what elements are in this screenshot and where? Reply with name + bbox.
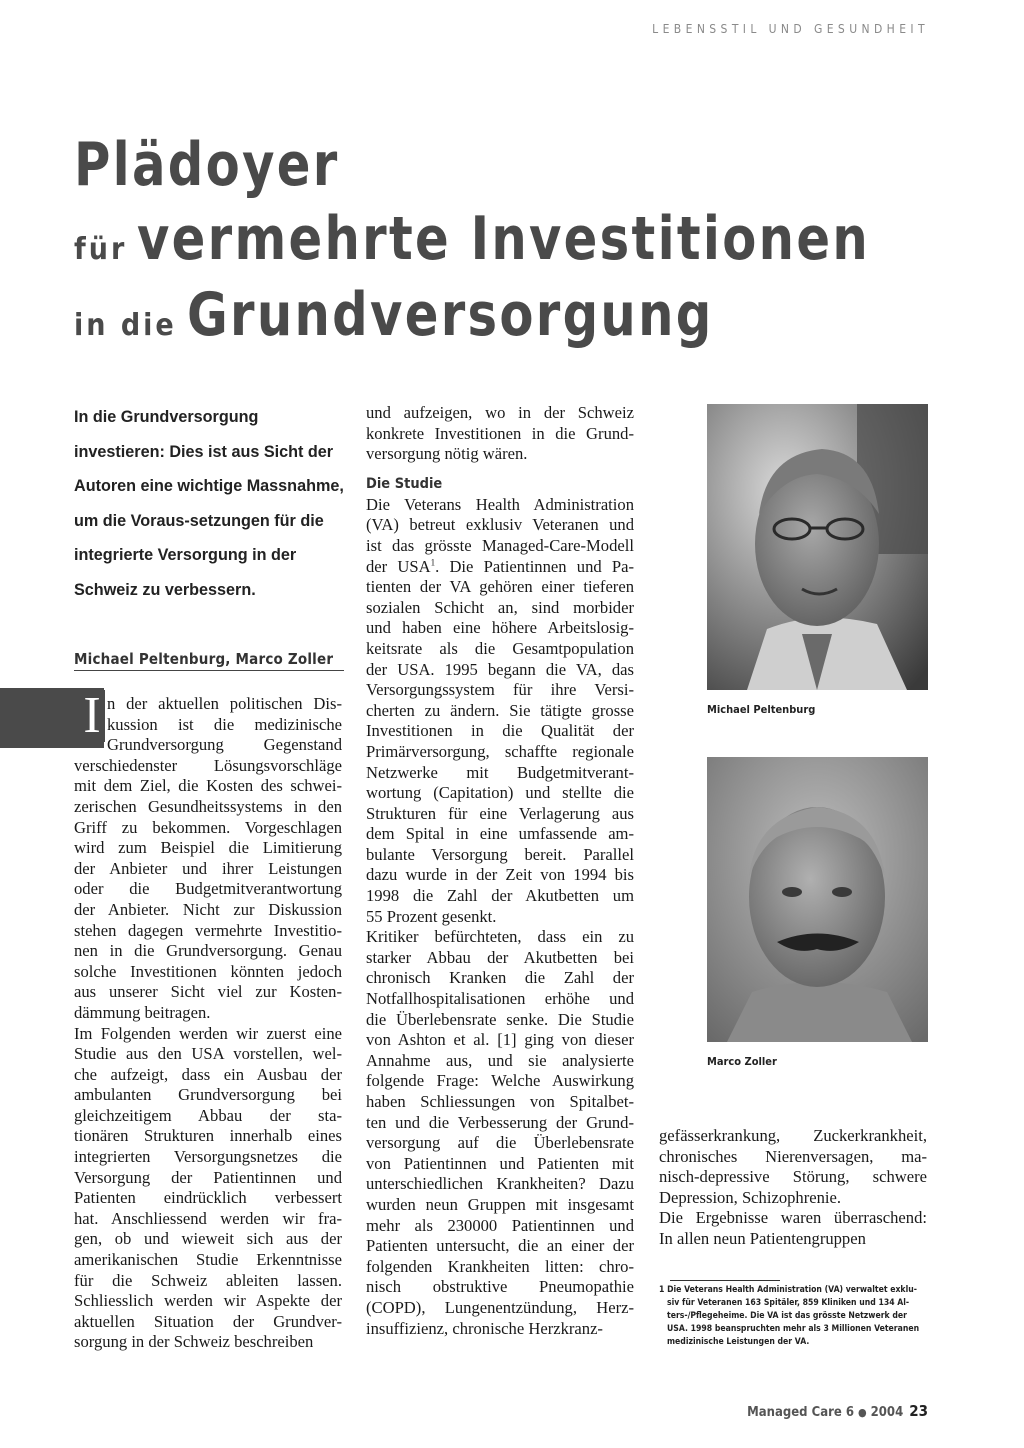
title-line-2: vermehrte Investitionen	[137, 204, 871, 274]
title-line-3-small: in die	[74, 308, 177, 343]
text-line: Patienten eindrücklich verbessert	[74, 1188, 342, 1208]
text-line: che aufzeigt, dass ein Ausbau der	[74, 1064, 342, 1084]
title-line-1: Plädoyer	[74, 130, 340, 200]
text-line: gleichzeitigem Abbau der sta-	[74, 1105, 342, 1125]
text-line: stehen dagegen vermehrte Investitio-	[74, 920, 342, 940]
footnote	[659, 1284, 929, 1349]
text-line: tionären Strukturen innerhalb eines	[74, 1126, 342, 1146]
text-line: (COPD), Lungenentzündung, Herz-	[366, 1297, 634, 1317]
text-line: folgenden Krankheiten litten: chro-	[366, 1256, 634, 1276]
text-line: und aufzeigen, wo in der Schweiz	[366, 403, 634, 422]
section-header: LEBENSSTIL UND GESUNDHEIT	[652, 22, 929, 36]
text-line: Studie aus den USA vorstellen, wel-	[74, 1044, 342, 1064]
footnote-line: ters-/Pflegeheime. Die VA ist das grösste Netzwerk der	[667, 1311, 907, 1321]
dropcap-letter: I	[79, 690, 105, 742]
text-line: integrierten Versorgungsnetzes die	[74, 1147, 342, 1167]
text-line: Notfallhospitalisationen erhöhe und	[366, 989, 634, 1009]
body-column-2	[366, 403, 634, 1339]
text-line: verschiedenster Lösungsvorschläge	[74, 755, 342, 775]
photo-caption-2: Marco Zoller	[707, 1055, 777, 1068]
text-line: dazu wurde in der Zeit von 1994 bis	[366, 865, 634, 885]
text-line: insuffizienz, chronische Herzkranz-	[366, 1318, 603, 1338]
text-line: Depression, Schizophrenie.	[659, 1187, 842, 1207]
footnote-line: siv für Veteranen 163 Spitäler, 859 Kliniken und 134 Al-	[667, 1298, 910, 1308]
photo-michael-peltenburg	[707, 404, 928, 690]
text-line: wortung (Capitation) und stellte die	[366, 783, 634, 803]
footnote-line: USA. 1998 beanspruchten mehr als 3 Millionen Veteranen	[667, 1324, 920, 1334]
footnote-line: medizinische Leistungen der VA.	[667, 1337, 810, 1347]
text-line: und haben eine höhere Arbeitslosig-	[366, 618, 634, 638]
text-line: aktuellen Situation der Grundver-	[74, 1311, 342, 1331]
author-byline: Michael Peltenburg, Marco Zoller	[74, 650, 344, 671]
text-line: wurden neun Gruppen mit insgesamt	[366, 1194, 634, 1214]
text-line: für die Schweiz ableiten lassen.	[74, 1270, 342, 1290]
text-line: nisch obstruktive Pneumopathie	[366, 1277, 634, 1297]
text-line: von Patientinnen und Patienten mit	[366, 1153, 634, 1173]
text-line: der Anbieter. Nicht zur Diskussion	[74, 899, 342, 919]
text-line: 55 Prozent gesenkt.	[366, 906, 497, 926]
text-line: die Überlebensrate senke. Die Studie	[366, 1009, 634, 1029]
text-line: Griff zu bekommen. Vorgeschlagen	[74, 817, 342, 837]
text-line: nisch-depressive Störung, schwere	[659, 1167, 927, 1187]
text-line: nen in die Grundversorgung. Genau	[74, 941, 342, 961]
text-line: kussion ist die medizinische	[107, 714, 342, 734]
text-line: Investitionen in die Qualität der	[366, 721, 634, 741]
text-line: versorgung nötig wären.	[366, 444, 528, 464]
text-line: 1998 die Zahl der Akutbetten um	[366, 886, 634, 906]
text-line: bulante Versorgung bereit. Parallel	[366, 844, 634, 864]
issue-number: 6	[845, 1405, 855, 1420]
article-title	[74, 130, 934, 350]
text-line: Grundversorgung Gegenstand	[107, 735, 342, 755]
subheading-die-studie: Die Studie	[366, 475, 443, 492]
text-line: Patienten untersucht, die an einer der	[366, 1236, 634, 1256]
text-line: dämmung beitragen.	[74, 1002, 211, 1022]
text-line: ambulanten Grundversorgung bei	[74, 1085, 342, 1105]
photo-caption-1: Michael Peltenburg	[707, 703, 816, 716]
text-line: oder die Budgetmitverantwortung	[74, 879, 342, 899]
text-line: ten und die Verbesserung der Grund-	[366, 1112, 634, 1132]
text-line: aus unserer Sicht viel zur Kosten-	[74, 982, 342, 1002]
text-line: zerischen Gesundheitssystems in den	[74, 796, 342, 816]
text-line: dem Spital in eine umfassende am-	[366, 824, 634, 844]
text-line: mit dem Ziel, die Kosten des schwei-	[74, 776, 342, 796]
text-line: sorgung in der Schweiz beschreiben	[74, 1332, 314, 1352]
text-line: Strukturen für eine Verlagerung aus	[366, 803, 634, 823]
issue-year: 2004	[870, 1405, 904, 1420]
text-line: haben Schliessungen von Spitalbet-	[366, 1092, 634, 1111]
text-line: solche Investitionen könnten jedoch	[74, 961, 342, 981]
text-line: folgende Frage: Welche Auswirkung	[366, 1071, 634, 1091]
text-line: keitsrate als die Gesamtpopulation	[366, 638, 634, 658]
text-line: der USA. 1995 begann die VA, das	[366, 659, 634, 679]
text-line: konkrete Investitionen in die Grund-	[366, 423, 634, 443]
text-line: gen, ob und wieweit sich aus der	[74, 1229, 342, 1249]
text-line: (VA) betreut exklusiv Veteranen und	[366, 515, 634, 535]
title-line-2-small: für	[74, 232, 128, 267]
text-line: Schliesslich werden wir Aspekte der	[74, 1291, 342, 1311]
text-line: chronisch Kranken die Zahl der	[366, 968, 634, 988]
journal-name: Managed Care	[747, 1405, 842, 1420]
text-line: Netzwerke mit Budgetmitverant-	[366, 762, 634, 782]
body-column-1	[74, 694, 342, 1353]
text-line: mehr als 230000 Patientinnen und	[366, 1215, 634, 1235]
footnote-divider	[670, 1280, 780, 1281]
text-line: starker Abbau der Akutbetten bei	[366, 947, 634, 967]
text-line: wird zum Beispiel die Limitierung	[74, 838, 342, 858]
text-line: hat. Anschliessend werden wir fra-	[74, 1208, 342, 1228]
footnote-line: 1 Die Veterans Health Administration (VA) verwaltet exklu-	[659, 1285, 917, 1295]
text-line: In allen neun Patientengruppen	[659, 1228, 866, 1248]
text-line: Kritiker befürchteten, dass ein zu	[366, 927, 634, 947]
page-number: 23	[909, 1402, 928, 1420]
text-line: tienten der VA gehören einer tieferen	[366, 577, 634, 597]
title-line-3: Grundversorgung	[186, 280, 714, 350]
bullet-icon: ●	[858, 1406, 867, 1419]
page-footer	[747, 1402, 928, 1420]
text-line: unterschiedlichen Krankheiten? Dazu	[366, 1174, 634, 1194]
text-line: Versorgung der Patientinnen und	[74, 1167, 342, 1187]
text-line: Die Ergebnisse waren überraschend:	[659, 1208, 927, 1228]
text-line: Versorgungssystem für ihre Versi-	[366, 680, 634, 700]
footnote-ref[interactable]: 1	[430, 557, 436, 568]
text-line: von Ashton et al. [1] ging von dieser	[366, 1030, 634, 1050]
text-line: n der aktuellen politischen Dis-	[107, 694, 342, 713]
text-line: Primärversorgung, schaffte regionale	[366, 741, 634, 761]
text-line: versorgung auf die Überlebensrate	[366, 1133, 634, 1153]
text-line: gefässerkrankung, Zuckerkrankheit,	[659, 1126, 927, 1145]
text-line: sozialen Schicht an, sind morbider	[366, 597, 634, 617]
text-line: ist das grösste Managed-Care-Modell	[366, 535, 634, 555]
photo-marco-zoller	[707, 757, 928, 1042]
lead-paragraph: In die Grundversorgung investieren: Dies ist aus Sicht der Autoren eine wichtige Massnahme, um die Voraus-setzungen für die integrierte Versorgung in der Schweiz zu verbessern.	[74, 408, 344, 599]
text-line: chronisches Nierenversagen, ma-	[659, 1146, 927, 1166]
text-line-usa: der USA$^1$. Die Patientinnen und Pa-	[366, 556, 634, 576]
text-line: amerikanischen Studie Erkenntnisse	[74, 1250, 342, 1270]
text-line: Im Folgenden werden wir zuerst eine	[74, 1023, 342, 1043]
text-line: der Anbieter und ihrer Leistungen	[74, 858, 342, 878]
text-line: Annahme aus, und sie analysierte	[366, 1050, 634, 1070]
body-column-3	[659, 1126, 927, 1250]
text-line: Die Veterans Health Administration	[366, 494, 634, 514]
text-line: cherten zu ändern. Sie tätigte grosse	[366, 700, 634, 720]
